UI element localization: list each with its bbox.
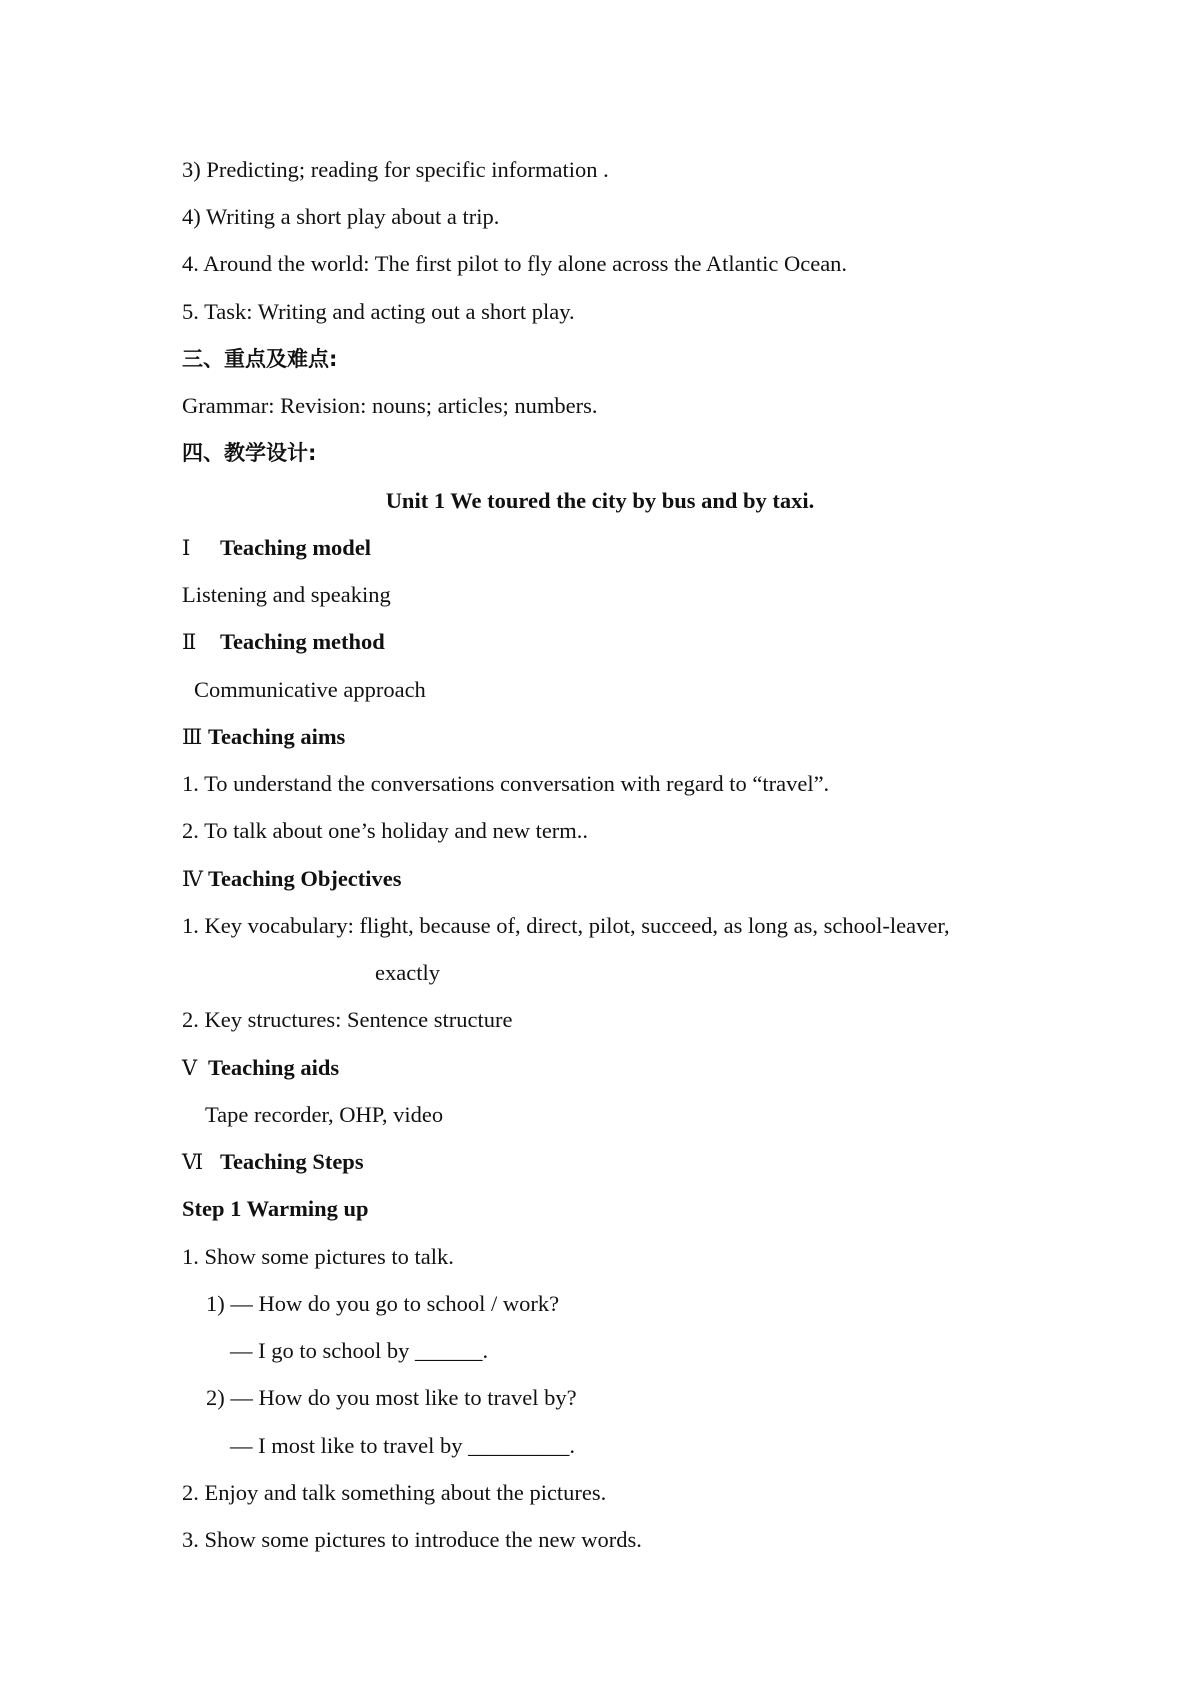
key-vocabulary-continuation: exactly — [375, 960, 440, 985]
dialogue-answer-2: — I most like to travel by _________. — [230, 1433, 575, 1458]
heading-teaching-model — [182, 533, 371, 563]
teaching-model-text: Listening and speaking — [182, 582, 391, 607]
step-1-item-2: 2. Enjoy and talk something about the pictures. — [182, 1480, 607, 1505]
heading-teaching-model-label: Teaching model — [220, 535, 372, 560]
heading-teaching-aids — [182, 1053, 339, 1083]
key-structures-line: 2. Key structures: Sentence structure — [182, 1007, 513, 1032]
heading-teaching-steps — [182, 1147, 364, 1177]
roman-numeral-1: Ⅰ — [182, 536, 191, 560]
step-1-item-3: 3. Show some pictures to introduce the new words. — [182, 1527, 642, 1552]
aim-item-1: 1. To understand the conversations conversation with regard to “travel”. — [182, 771, 830, 796]
dialogue-question-1: 1) — How do you go to school / work? — [206, 1291, 560, 1316]
heading-teaching-aids-label: Teaching aids — [208, 1055, 340, 1080]
teaching-method-text: Communicative approach — [194, 677, 426, 702]
step-1-item-1: 1. Show some pictures to talk. — [182, 1244, 454, 1269]
key-vocabulary-line: 1. Key vocabulary: flight, because of, direct, pilot, succeed, as long as, school-leaver, — [182, 913, 950, 938]
heading-teaching-objectives-label: Teaching Objectives — [208, 866, 402, 891]
step-1-heading: Step 1 Warming up — [182, 1196, 369, 1221]
roman-numeral-6: Ⅵ — [182, 1150, 204, 1174]
objective-item-3: 3) Predicting; reading for specific information . — [182, 157, 609, 182]
teaching-aids-text: Tape recorder, OHP, video — [205, 1102, 444, 1127]
roman-numeral-3: Ⅲ — [182, 725, 203, 749]
dialogue-answer-1: — I go to school by ______. — [230, 1338, 489, 1363]
dialogue-question-2: 2) — How do you most like to travel by? — [206, 1385, 577, 1410]
roman-numeral-4: Ⅳ — [182, 867, 203, 891]
heading-teaching-method — [182, 627, 385, 657]
heading-teaching-aims — [182, 722, 345, 752]
unit-title: Unit 1 We toured the city by bus and by taxi. — [385, 488, 815, 513]
heading-teaching-aims-label: Teaching aims — [208, 724, 346, 749]
objective-item-4: 4) Writing a short play about a trip. — [182, 204, 500, 229]
heading-teaching-objectives — [182, 864, 402, 894]
heading-teaching-method-label: Teaching method — [220, 629, 385, 654]
heading-teaching-steps-label: Teaching Steps — [220, 1149, 364, 1174]
roman-numeral-2: Ⅱ — [182, 630, 197, 654]
section-heading-key-points: 三、重点及难点: — [182, 347, 338, 371]
around-the-world-item: 4. Around the world: The first pilot to fly alone across the Atlantic Ocean. — [182, 251, 848, 276]
roman-numeral-5: Ⅴ — [182, 1056, 198, 1080]
aim-item-2: 2. To talk about one’s holiday and new term.. — [182, 818, 589, 843]
section-heading-teaching-design: 四、教学设计: — [182, 441, 317, 465]
grammar-line: Grammar: Revision: nouns; articles; numbers. — [182, 393, 598, 418]
task-item: 5. Task: Writing and acting out a short play. — [182, 299, 575, 324]
